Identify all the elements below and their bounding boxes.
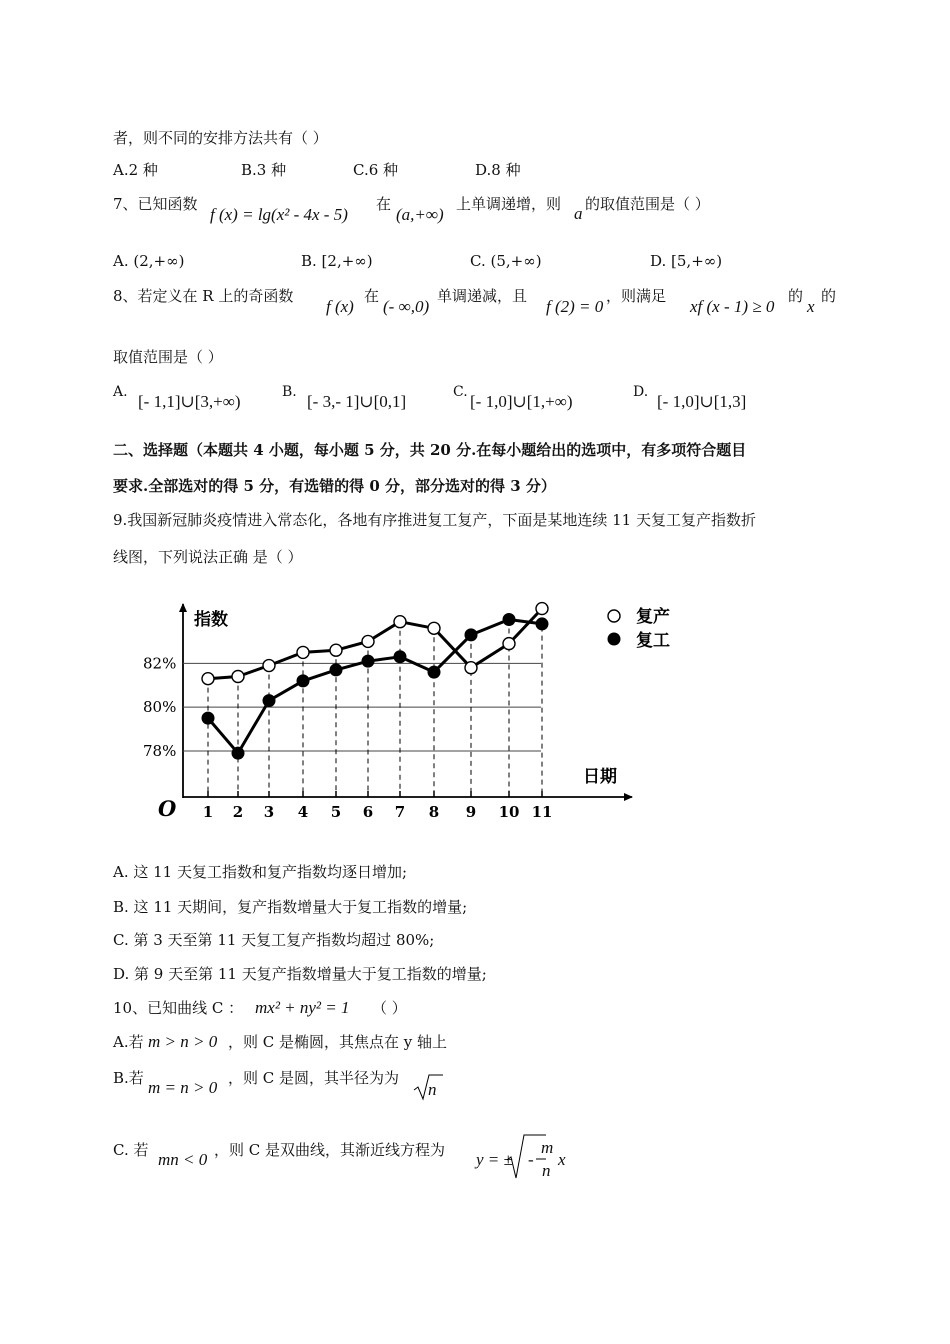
- q8-option-d-value: [- 1,0]∪[1,3]: [657, 392, 747, 411]
- q8-option-c-letter: C.: [453, 384, 468, 400]
- point-s2-3: [263, 694, 276, 707]
- point-s2-10: [503, 613, 516, 626]
- legend-series-1: 复产: [636, 607, 670, 627]
- q8-mid: 在: [364, 287, 380, 305]
- q8-line2: 取值范围是（ ）: [113, 348, 223, 366]
- point-s1-7: [394, 616, 406, 628]
- q7-option-c: C. (5,+∞): [470, 252, 542, 270]
- q10-c-prefix: C. 若: [113, 1141, 149, 1159]
- x-tick-label-7: 7: [394, 803, 406, 821]
- point-s1-10: [503, 638, 515, 650]
- q7-suffix: 的取值范围是（ ）: [585, 195, 710, 213]
- ref-label-82: 82%: [143, 654, 177, 673]
- point-s1-6: [362, 635, 374, 647]
- x-tick-label-10: 10: [498, 803, 520, 821]
- q7-option-a: A. (2,+∞): [113, 252, 185, 270]
- point-s1-11: [536, 603, 548, 615]
- q8-inequality: xf (x - 1) ≥ 0: [690, 297, 775, 316]
- q8-de: 的: [788, 287, 804, 305]
- point-s1-8: [428, 622, 440, 634]
- legend-filled-marker: [608, 633, 621, 646]
- q10-c-condition: mn < 0: [158, 1150, 208, 1169]
- q7-option-b: B. [2,+∞): [301, 252, 373, 270]
- legend-open-marker: [608, 610, 620, 622]
- point-s2-6: [362, 655, 375, 668]
- point-s2-11: [536, 617, 549, 630]
- q7-variable: a: [574, 204, 583, 223]
- section2-heading-line1: 二、选择题（本题共 4 小题，每小题 5 分，共 20 分.在每小题给出的选项中，有多项符合题目: [113, 441, 747, 459]
- q9-option-b: B. 这 11 天期间，复产指数增量大于复工指数的增量;: [113, 898, 468, 916]
- x-tick-label-1: 1: [202, 803, 214, 821]
- point-s1-9: [465, 662, 477, 674]
- q10-b-prefix: B.若: [113, 1069, 144, 1087]
- point-s2-7: [394, 650, 407, 663]
- q7-interval: (a,+∞): [396, 205, 444, 224]
- q10-b-condition: m = n > 0: [148, 1078, 218, 1097]
- q7-function: f (x) = lg(x² - 4x - 5): [210, 205, 348, 224]
- q10-c-denominator: n: [542, 1161, 551, 1180]
- x-tick-label-11: 11: [531, 803, 553, 821]
- x-tick-label-4: 4: [297, 803, 309, 821]
- point-s1-1: [202, 673, 214, 685]
- q8-option-a-letter: A.: [113, 384, 128, 400]
- q9-option-a: A. 这 11 天复工指数和复产指数均逐日增加;: [113, 863, 408, 881]
- q9-line2: 线图，下列说法正确 是（ ）: [113, 548, 303, 566]
- q6-option-b: B.3 种: [241, 161, 287, 179]
- q10-a-condition: m > n > 0: [148, 1032, 218, 1051]
- q7-mid2: 上单调递增，则: [456, 195, 562, 213]
- q10-a-suffix: ，则 C 是椭圆，其焦点在 y 轴上: [228, 1033, 448, 1051]
- point-s1-4: [297, 646, 309, 658]
- q6-option-c: C.6 种: [353, 161, 399, 179]
- ref-label-80: 80%: [143, 698, 177, 717]
- q10-c-lhs: y = ±: [476, 1150, 513, 1169]
- q10-equation: mx² + ny² = 1: [255, 998, 350, 1017]
- q6-option-d: D.8 种: [475, 161, 521, 179]
- q10-b-suffix: ，则 C 是圆，其半径为为: [228, 1069, 400, 1087]
- series-line-2: [208, 620, 542, 754]
- q9-line1: 9.我国新冠肺炎疫情进入常态化，各地有序推进复工复产，下面是某地连续 11 天复工复产指数折: [113, 511, 756, 529]
- point-s1-2: [232, 670, 244, 682]
- q10-paren: （ ）: [372, 999, 407, 1017]
- q8-option-c-value: [- 1,0]∪[1,+∞): [470, 392, 573, 411]
- q6-tail-text: 者，则不同的安排方法共有（ ）: [113, 129, 328, 147]
- x-tick-label-6: 6: [362, 803, 374, 821]
- section2-heading-line2: 要求.全部选对的得 5 分，有选错的得 0 分，部分选对的得 3 分）: [113, 477, 556, 495]
- point-s2-8: [428, 666, 441, 679]
- origin-label: O: [158, 796, 177, 821]
- q8-option-b-value: [- 3,- 1]∪[0,1]: [307, 392, 407, 411]
- series-line-1: [208, 609, 542, 679]
- q9-option-d: D. 第 9 天至第 11 天复产指数增量大于复工指数的增量;: [113, 965, 487, 983]
- q6-option-a: A.2 种: [113, 161, 158, 179]
- q8-condition: f (2) = 0: [546, 297, 604, 316]
- x-tick-label-3: 3: [263, 803, 275, 821]
- point-s2-9: [465, 628, 478, 641]
- q8-variable: x: [807, 297, 815, 316]
- q8-option-a-value: [- 1,1]∪[3,+∞): [138, 392, 241, 411]
- q8-function: f (x): [326, 297, 354, 316]
- point-s2-2: [232, 747, 245, 760]
- point-s2-4: [297, 674, 310, 687]
- x-tick-label-5: 5: [330, 803, 342, 821]
- x-tick-label-9: 9: [465, 803, 477, 821]
- q10-a-prefix: A.若: [113, 1033, 144, 1051]
- q10-c-suffix: ，则 C 是双曲线，其渐近线方程为: [214, 1141, 446, 1159]
- q7-mid: 在: [376, 195, 392, 213]
- legend-series-2: 复工: [636, 631, 670, 651]
- q8-mid3: ，则满足: [606, 287, 667, 305]
- q8-interval: (- ∞,0): [383, 297, 430, 316]
- point-s2-5: [330, 663, 343, 676]
- sqrt-fraction-symbol: [506, 1132, 546, 1182]
- x-tick-label-2: 2: [232, 803, 244, 821]
- point-s1-5: [330, 644, 342, 656]
- q10-c-minus: -: [528, 1150, 534, 1169]
- x-tick-label-8: 8: [428, 803, 440, 821]
- q10-c-x: x: [558, 1150, 566, 1169]
- point-s1-3: [263, 660, 275, 672]
- q8-mid2: 单调递减，且: [437, 287, 528, 305]
- q9-option-c: C. 第 3 天至第 11 天复工复产指数均超过 80%;: [113, 931, 435, 949]
- q8-de2: 的: [821, 287, 837, 305]
- q10-c-numerator: m: [541, 1138, 554, 1157]
- q10-b-radicand: n: [428, 1080, 437, 1099]
- q8-option-b-letter: B.: [282, 384, 297, 400]
- q7-option-d: D. [5,+∞): [650, 252, 723, 270]
- q10-prefix: 10、已知曲线 C ：: [113, 999, 244, 1017]
- q8-prefix: 8、若定义在 R 上的奇函数: [113, 287, 294, 305]
- y-axis-label: 指数: [194, 610, 228, 630]
- q7-prefix: 7、已知函数: [113, 195, 198, 213]
- x-axis-label: 日期: [583, 767, 617, 787]
- ref-label-78: 78%: [143, 741, 177, 760]
- point-s2-1: [202, 712, 215, 725]
- q8-option-d-letter: D.: [633, 384, 649, 400]
